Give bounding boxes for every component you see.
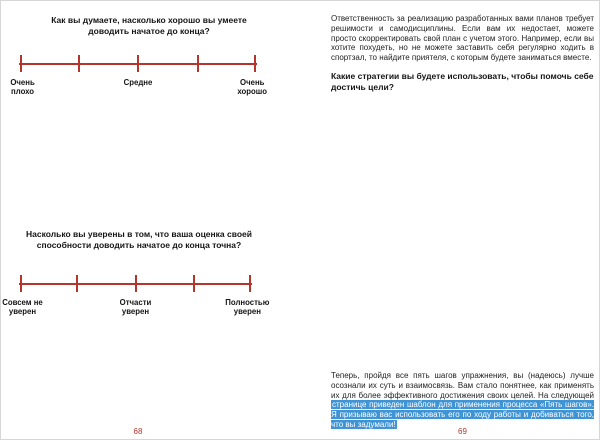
scale-label-low: Очень плохо bbox=[10, 78, 35, 97]
scale-tick bbox=[193, 275, 195, 292]
question-strategies: Какие стратегии вы будете использовать, чтобы помочь себе достичь цели? bbox=[331, 71, 594, 93]
conclusion-text: Теперь, пройдя все пять шагов упражнения, вы (надеюсь) лучше осознали их суть и взаимосвязь. Вам стало понятнее, как применять их для более эффективного достижения своих целей. На следующей bbox=[331, 371, 594, 400]
paragraph-responsibility: Ответственность за реализацию разработанных вами планов требует решимости и самодисциплины. Если вам их недостает, можете просто скорректировать свой план с учетом этого. Например, если вы хотите похудеть, но не можете заставить себя регулярно ходить в спортзал, то найдите приятеля, с которым будете заниматься вместе. bbox=[331, 14, 594, 62]
scale-tick bbox=[137, 55, 139, 72]
scale-tick bbox=[135, 275, 137, 292]
scale-label-fully-sure: Полностью уверен bbox=[225, 298, 270, 317]
rating-scale-confidence[interactable] bbox=[2, 270, 270, 328]
scale-tick bbox=[20, 55, 22, 72]
scale-tick bbox=[76, 275, 78, 292]
scale-tick bbox=[254, 55, 256, 72]
scale-label-high: Очень хорошо bbox=[237, 78, 268, 97]
scale-tick bbox=[249, 275, 251, 292]
page-left bbox=[1, 1, 301, 439]
scale-tick bbox=[78, 55, 80, 72]
page-number-right: 69 bbox=[458, 427, 467, 436]
page-right bbox=[301, 1, 600, 439]
paragraph-conclusion bbox=[331, 371, 594, 430]
scale-tick bbox=[20, 275, 22, 292]
question-confidence: Насколько вы уверены в том, что ваша оценка своей способности доводить начатое до конца точна? bbox=[25, 229, 252, 251]
scale-label-mid: Средне bbox=[123, 78, 153, 87]
page-number-left: 68 bbox=[133, 427, 143, 436]
question-finish-ability: Как вы думаете, насколько хорошо вы умеете доводить начатое до конца? bbox=[51, 15, 247, 37]
highlighted-text-selection[interactable]: странице приведен шаблон для применения процесса «Пять шагов». Я призываю вас использовать его по ходу работы и добиваться того, что вы задумали! bbox=[331, 400, 594, 429]
scale-tick bbox=[197, 55, 199, 72]
scale-label-not-sure: Совсем не уверен bbox=[2, 298, 43, 317]
rating-scale-ability[interactable] bbox=[10, 50, 268, 108]
scale-label-partly-sure: Отчасти уверен bbox=[119, 298, 152, 317]
